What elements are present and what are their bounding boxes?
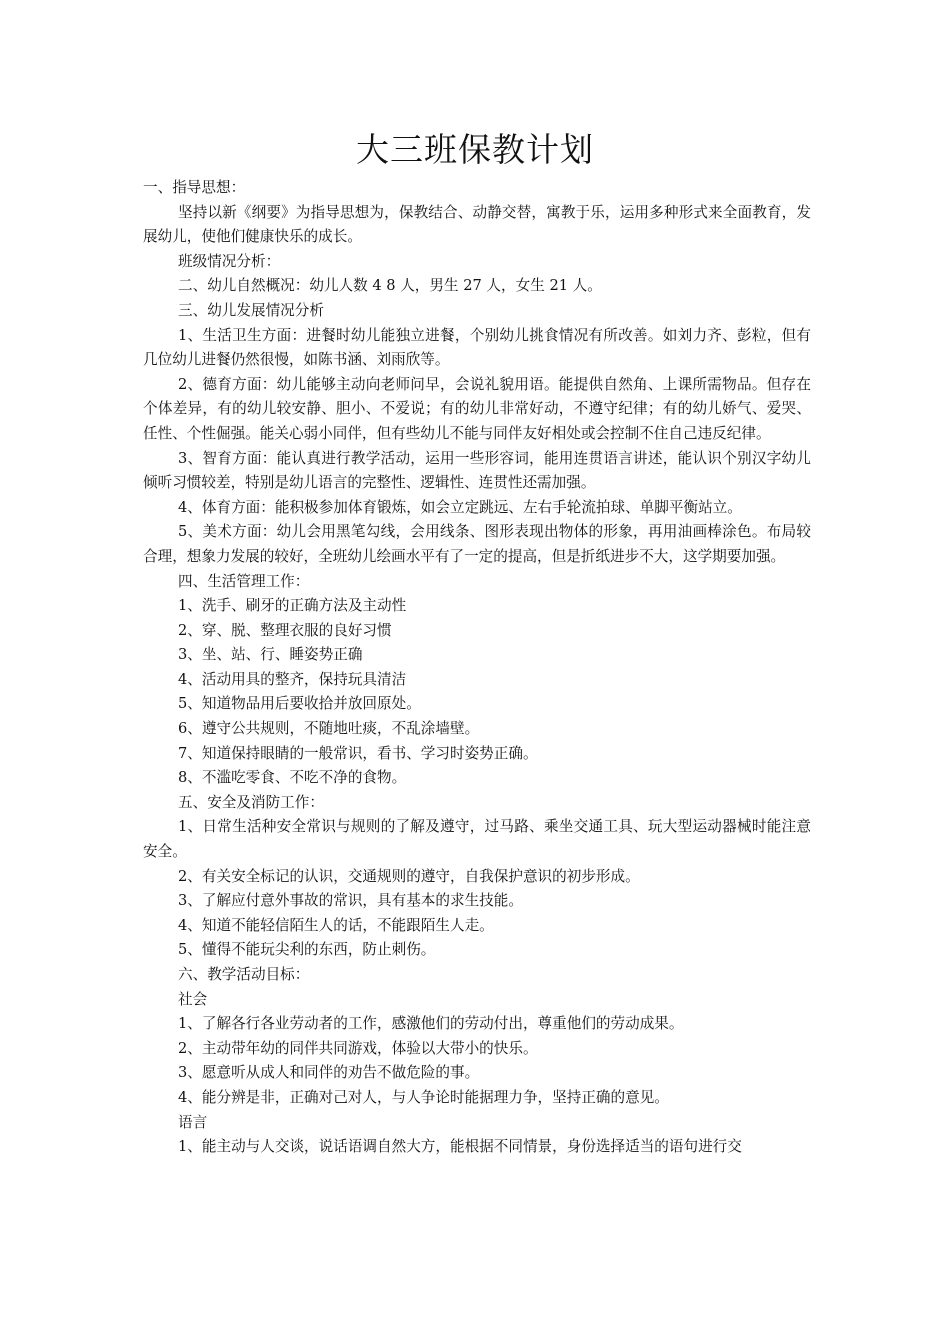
paragraph: 1、能主动与人交谈，说话语调自然大方，能根据不同情景，身份选择适当的语句进行交 [178,1138,742,1156]
paragraph: 3、愿意听从成人和同伴的劝告不做危险的事。 [178,1064,480,1082]
paragraph: 2、有关安全标记的认识，交通规则的遵守，自我保护意识的初步形成。 [178,867,640,885]
paragraph: 2、穿、脱、整理衣服的良好习惯 [178,621,392,639]
paragraph: 二、幼儿自然概况：幼儿人数 4 8 人，男生 27 人，女生 21 人。 [178,277,602,295]
paragraph: 5、美术方面：幼儿会用黑笔勾线，会用线条、图形表现出物体的形象，再用油画棒涂色。布局较合理，想象力发展的较好，全班幼儿绘画水平有了一定的提高，但是折纸进步不大，这学期要加强。 [143,523,811,565]
paragraph: 1、了解各行各业劳动者的工作，感激他们的劳动付出，尊重他们的劳动成果。 [178,1015,684,1033]
paragraph: 1、洗手、刷牙的正确方法及主动性 [178,597,407,615]
paragraph: 坚持以新《纲要》为指导思想为，保教结合、动静交替，寓教于乐，运用多种形式来全面教育，发展幼儿，使他们健康快乐的成长。 [143,203,811,246]
paragraph: 8、不滥吃零食、不吃不净的食物。 [178,769,407,787]
paragraph: 一、指导思想： [143,179,246,196]
paragraph: 班级情况分析： [178,252,281,270]
paragraph: 2、德育方面：幼儿能够主动向老师问早，会说礼貌用语。能提供自然角、上课所需物品。但存在个体差异，有的幼儿较安静、胆小、不爱说；有的幼儿非常好动，不遵守纪律；有的幼儿娇气、爱哭、任性、个性倔强。能关心弱小同伴，但有些幼儿不能与同伴友好相处或会控制不住自己违反纪律。 [143,375,811,442]
paragraph: 三、幼儿发展情况分析 [178,301,324,319]
paragraph: 五、安全及消防工作： [178,793,324,811]
page-title: 大三班保教计划 [356,130,594,169]
paragraph: 3、了解应付意外事故的常识，具有基本的求生技能。 [178,892,523,910]
paragraph: 1、生活卫生方面：进餐时幼儿能独立进餐，个别幼儿挑食情况有所改善。如刘力齐、彭粒，但有几位幼儿进餐仍然很慢，如陈书涵、刘雨欣等。 [143,326,811,369]
paragraph: 5、知道物品用后要收拾并放回原处。 [178,695,421,713]
paragraph: 4、知道不能轻信陌生人的话，不能跟陌生人走。 [178,916,494,934]
paragraph: 3、坐、站、行、睡姿势正确 [178,646,363,664]
paragraph: 3、智育方面：能认真进行教学活动，运用一些形容词，能用连贯语言讲述，能认识个别汉字幼儿倾听习惯较差，特别是幼儿语言的完整性、逻辑性、连贯性还需加强。 [143,449,811,492]
paragraph: 7、知道保持眼睛的一般常识，看书、学习时姿势正确。 [178,744,538,762]
paragraph: 6、遵守公共规则，不随地吐痰，不乱涂墙壁。 [178,720,480,738]
paragraph: 2、主动带年幼的同伴共同游戏，体验以大带小的快乐。 [178,1039,538,1057]
paragraph: 1、日常生活种安全常识与规则的了解及遵守，过马路、乘坐交通工具、玩大型运动器械时能注意安全。 [143,818,811,861]
paragraph: 四、生活管理工作： [178,572,310,590]
paragraph: 社会 [178,990,208,1008]
paragraph: 4、活动用具的整齐，保持玩具清洁 [178,670,407,688]
paragraph: 5、懂得不能玩尖利的东西，防止刺伤。 [178,941,436,959]
paragraph: 4、体育方面：能积极参加体育锻炼，如会立定跳远、左右手轮流拍球、单脚平衡站立。 [178,498,742,516]
paragraph: 六、教学活动目标： [178,966,310,983]
paragraph: 语言 [178,1113,208,1131]
paragraph: 4、能分辨是非，正确对己对人，与人争论时能据理力争，坚持正确的意见。 [178,1088,669,1106]
document-body [143,176,811,1160]
